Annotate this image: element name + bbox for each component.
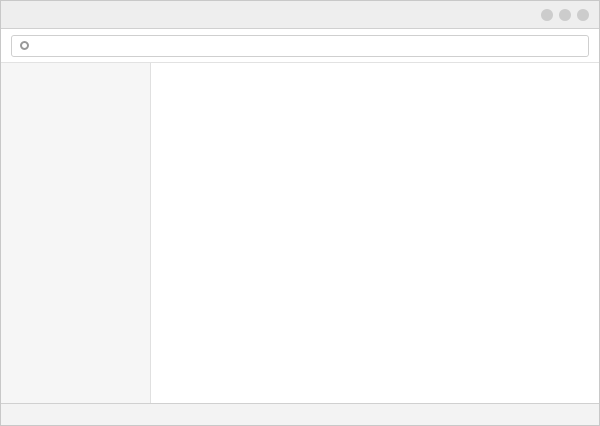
status-bar bbox=[1, 403, 599, 425]
content-area bbox=[1, 63, 599, 403]
search-box bbox=[11, 35, 589, 57]
search-icon bbox=[20, 41, 29, 50]
main-panel bbox=[151, 63, 599, 403]
close-icon[interactable] bbox=[577, 9, 589, 21]
sidebar bbox=[1, 63, 151, 403]
search-input[interactable] bbox=[35, 39, 580, 53]
minimize-icon[interactable] bbox=[541, 9, 553, 21]
page-title bbox=[165, 77, 585, 97]
window-controls bbox=[541, 9, 589, 21]
toolbar bbox=[1, 29, 599, 63]
title-bar bbox=[1, 1, 599, 29]
maximize-icon[interactable] bbox=[559, 9, 571, 21]
